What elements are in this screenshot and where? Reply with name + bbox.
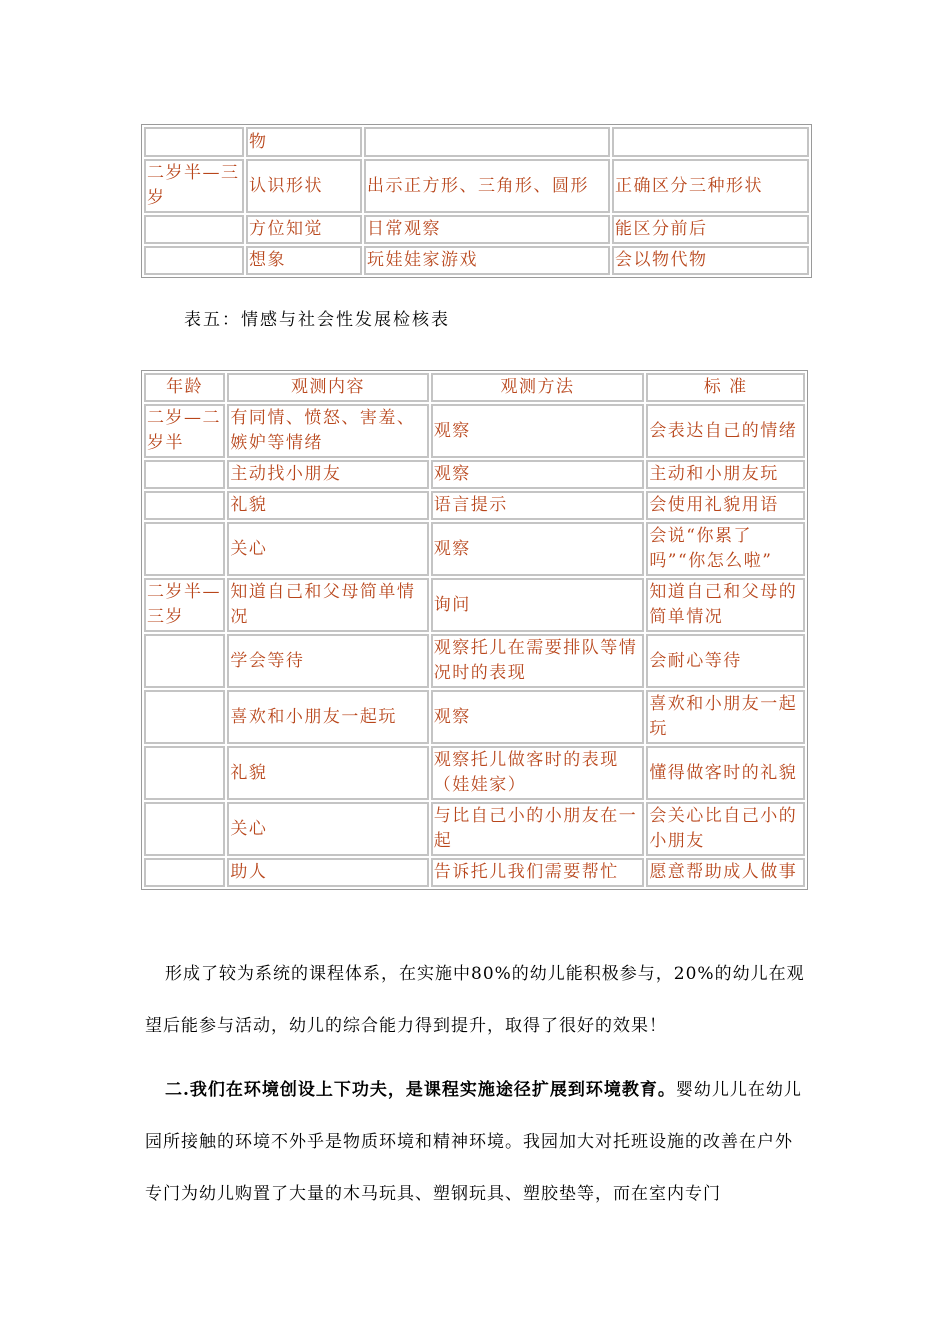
table-cell: 正确区分三种形状	[612, 159, 809, 213]
table-row	[144, 491, 805, 520]
table-cell	[144, 215, 244, 244]
table-row	[144, 634, 805, 688]
table-cell: 玩娃娃家游戏	[364, 246, 610, 275]
table-row	[144, 690, 805, 744]
table-cell: 知道自己和父母的简单情况	[646, 578, 805, 632]
table-cell: 二岁—二岁半	[144, 404, 225, 458]
table-cell: 二岁半—三岁	[144, 159, 244, 213]
table-cell: 认识形状	[246, 159, 362, 213]
table-cell: 礼貌	[227, 491, 428, 520]
table-cell: 观察托儿在需要排队等情况时的表现	[431, 634, 645, 688]
table-cell: 能区分前后	[612, 215, 809, 244]
section-heading: 二.我们在环境创设上下功夫，是课程实施途径扩展到环境教育。	[165, 1080, 676, 1100]
table-caption: 表五：情感与社会性发展检核表	[184, 310, 450, 330]
table-cell	[144, 246, 244, 275]
table-cell	[144, 127, 244, 157]
table-row	[144, 578, 805, 632]
table-cell	[144, 858, 225, 887]
table-cell: 知道自己和父母简单情况	[227, 578, 428, 632]
table-cell	[144, 690, 225, 744]
table-cell	[364, 127, 610, 157]
column-header: 年龄	[144, 373, 225, 402]
emotion-social-checklist-table	[141, 370, 808, 890]
table-cell: 会以物代物	[612, 246, 809, 275]
table-cell: 学会等待	[227, 634, 428, 688]
table-row	[144, 460, 805, 489]
table-cell: 物	[246, 127, 362, 157]
table-cell	[144, 491, 225, 520]
table-cell: 语言提示	[431, 491, 645, 520]
table-cell: 喜欢和小朋友一起玩	[227, 690, 428, 744]
table-cell: 喜欢和小朋友一起玩	[646, 690, 805, 744]
column-header: 标 准	[646, 373, 805, 402]
table-cell	[144, 634, 225, 688]
table-cell: 观察托儿做客时的表现（娃娃家）	[431, 746, 645, 800]
table-row	[144, 802, 805, 856]
table-cell: 与比自己小的小朋友在一起	[431, 802, 645, 856]
table-cell: 关心	[227, 802, 428, 856]
table-cell	[612, 127, 809, 157]
table-cell: 方位知觉	[246, 215, 362, 244]
table-header-row	[144, 373, 805, 402]
column-header: 观测内容	[227, 373, 428, 402]
table-row	[144, 404, 805, 458]
table-cell: 愿意帮助成人做事	[646, 858, 805, 887]
table-row	[144, 215, 809, 244]
table-cell: 助人	[227, 858, 428, 887]
section-body-text: 婴幼儿儿在幼儿园所接触的环境不外乎是物质环境和精神环境。我园加大对托班设施的改善在户外专门为幼儿购置了大量的木马玩具、塑钢玩具、塑胶垫等，而在室内专门	[145, 1080, 802, 1204]
column-header: 观测方法	[431, 373, 645, 402]
table-cell: 二岁半—三岁	[144, 578, 225, 632]
table-cell	[144, 460, 225, 489]
table-cell: 有同情、愤怒、害羞、嫉妒等情绪	[227, 404, 428, 458]
table-cell: 出示正方形、三角形、圆形	[364, 159, 610, 213]
table-cell	[144, 522, 225, 576]
table-cell: 询问	[431, 578, 645, 632]
table-cell: 观察	[431, 522, 645, 576]
summary-paragraph: 形成了较为系统的课程体系，在实施中80%的幼儿能积极参与，20%的幼儿在观望后能参与活动，幼儿的综合能力得到提升，取得了很好的效果！	[145, 964, 805, 1036]
table-cell: 告诉托儿我们需要帮忙	[431, 858, 645, 887]
table-row	[144, 246, 809, 275]
table-row	[144, 159, 809, 213]
table-cell: 日常观察	[364, 215, 610, 244]
table-cell: 会说“你累了吗”“你怎么啦”	[646, 522, 805, 576]
table-cell: 想象	[246, 246, 362, 275]
section-two-paragraph	[145, 1064, 810, 1220]
table-cell: 会表达自己的情绪	[646, 404, 805, 458]
table-cell: 主动找小朋友	[227, 460, 428, 489]
table-cell: 观察	[431, 460, 645, 489]
table-row	[144, 127, 809, 157]
table-cell: 会耐心等待	[646, 634, 805, 688]
table-cell: 懂得做客时的礼貌	[646, 746, 805, 800]
table-cell	[144, 746, 225, 800]
table-cell: 观察	[431, 404, 645, 458]
table-cell: 关心	[227, 522, 428, 576]
table-cell: 礼貌	[227, 746, 428, 800]
table-cell	[144, 802, 225, 856]
table-cell: 观察	[431, 690, 645, 744]
table-row	[144, 858, 805, 887]
table-row	[144, 746, 805, 800]
table-row	[144, 522, 805, 576]
assessment-table-continued	[141, 124, 812, 278]
table-cell: 会使用礼貌用语	[646, 491, 805, 520]
table-cell: 主动和小朋友玩	[646, 460, 805, 489]
table-cell: 会关心比自己小的小朋友	[646, 802, 805, 856]
